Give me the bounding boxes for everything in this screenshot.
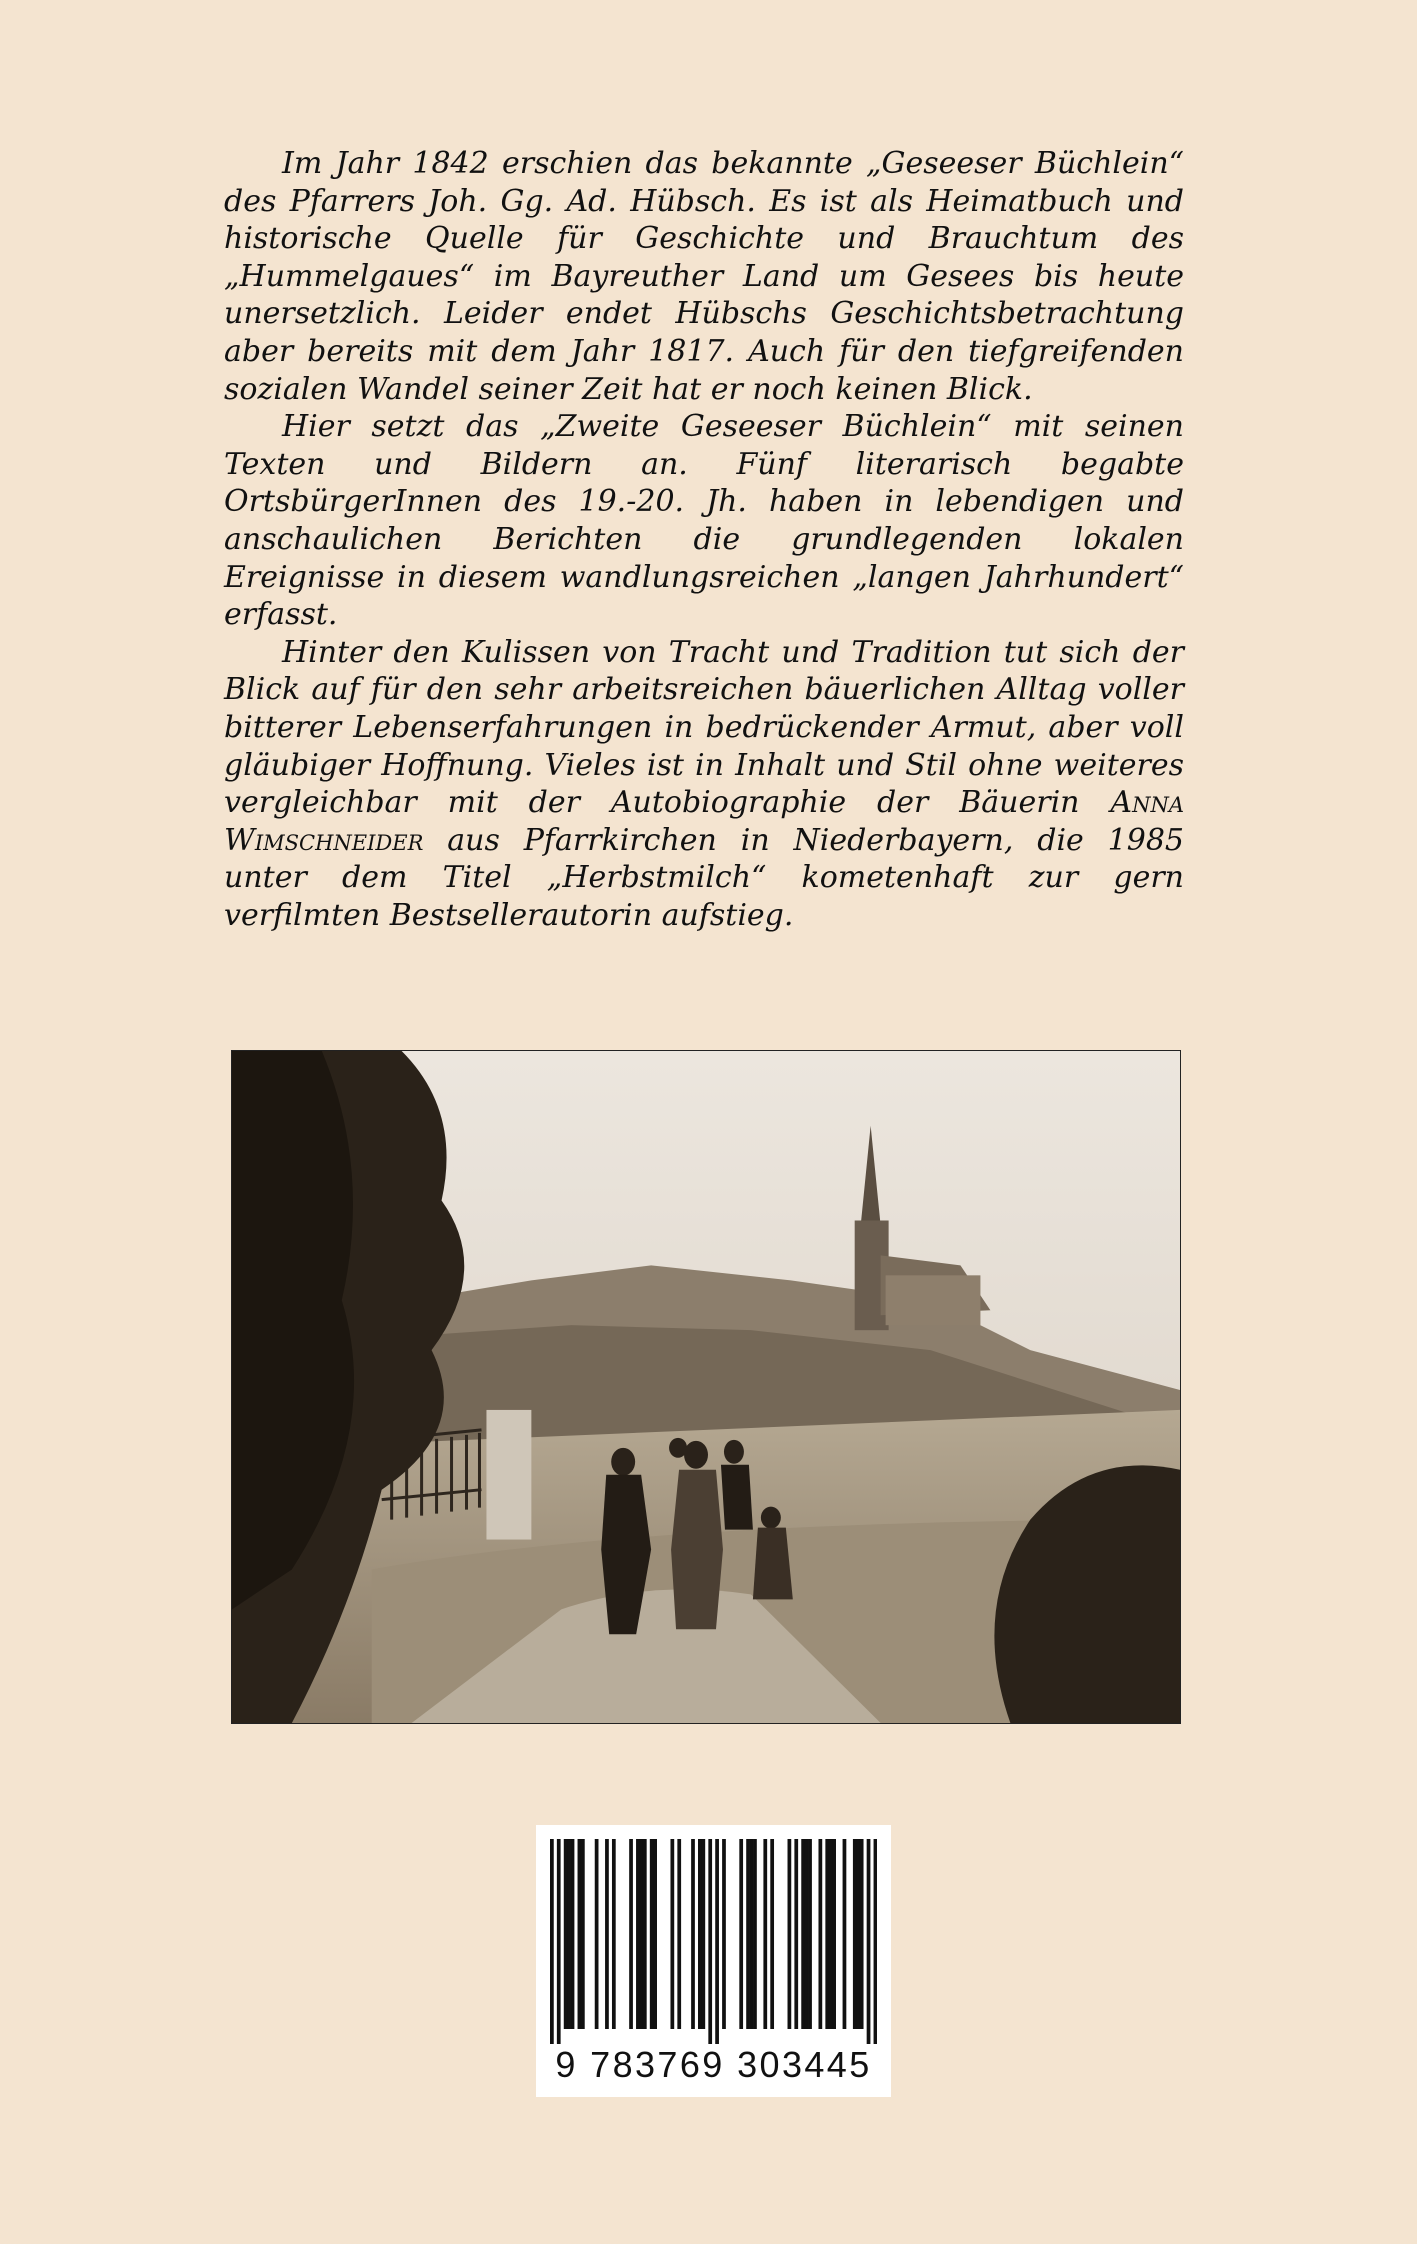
blurb-paragraph-3-end: aus Pfarrkirchen in Niederbayern, die 1985 unter dem Titel „Herbstmilch“ kometenhaft zur gern verfilmten Bestsellerautorin aufstieg. [224, 822, 1184, 933]
barcode-bar [708, 1839, 712, 2044]
barcode-bar [670, 1839, 674, 2029]
barcode-bar [794, 1839, 798, 2029]
barcode-bar [829, 1839, 833, 2029]
barcode-bar [715, 1839, 719, 2044]
barcode-bar [564, 1839, 568, 2029]
barcode-bar [571, 1839, 575, 2029]
barcode-bar [843, 1839, 847, 2029]
author-name-small-caps: Anna Wimschneider [224, 785, 1184, 858]
barcode-bar [805, 1839, 809, 2029]
barcode-bar [825, 1839, 829, 2029]
barcode-bar [808, 1839, 812, 2029]
barcode-bar [629, 1839, 633, 2029]
barcode-bar [739, 1839, 743, 2029]
barcode-bar [856, 1839, 860, 2029]
barcode-bar [832, 1839, 836, 2029]
photo-illustration [232, 1051, 1180, 1723]
barcode-bar [853, 1839, 857, 2029]
barcode-bar [874, 1839, 877, 2044]
barcode-bar [750, 1839, 754, 2029]
barcode-bar [550, 1839, 554, 2044]
barcode-bar [691, 1839, 695, 2029]
barcode-bar [722, 1839, 726, 2029]
barcode-bar [557, 1839, 561, 2044]
barcode-bar [746, 1839, 750, 2029]
barcode-bar [770, 1839, 774, 2029]
barcode-bar [639, 1839, 643, 2029]
barcode-bar [567, 1839, 571, 2029]
barcode-bar [867, 1839, 871, 2044]
barcode-bar [578, 1839, 582, 2029]
blurb-paragraph-3-start: Hinter den Kulissen von Tracht und Tradition tut sich der Blick auf für den sehr arbeitsreichen bäuerlichen Alltag voller bitterer Lebenserfahrungen in bedrückender Armut, aber voll gläubiger Hoffnung. Vieles ist in Inhalt und Stil ohne weiteres vergleichbar mit der Autobiographie der Bäuerin [224, 634, 1184, 821]
isbn-barcode [536, 1825, 891, 2097]
sepia-photograph [231, 1050, 1181, 1724]
barcode-bars [550, 1839, 877, 2044]
barcode-bar [581, 1839, 585, 2029]
barcode-bar [605, 1839, 609, 2029]
barcode-bar [788, 1839, 792, 2029]
blurb-paragraph-3 [224, 634, 1184, 935]
isbn-digits: 9 783769 303445 [555, 2044, 872, 2085]
barcode-bar [818, 1839, 822, 2029]
barcode-bar [653, 1839, 657, 2029]
barcode-bar [595, 1839, 599, 2029]
barcode-bar [650, 1839, 654, 2029]
barcode-bar [753, 1839, 757, 2029]
barcode-bar [698, 1839, 702, 2029]
blurb-paragraph-2: Hier setzt das „Zweite Geseeser Büchlein“ mit seinen Texten und Bildern an. Fünf literarisch begabte OrtsbürgerInnen des 19.-20. Jh. haben in lebendigen und anschaulichen Berichten die grundlegenden lokalen Ereignisse in diesem wandlungsreichen „langen Jahrhundert“ erfasst. [224, 409, 1184, 633]
back-cover-blurb [224, 145, 1184, 934]
barcode-bar [612, 1839, 616, 2029]
barcode-bar [643, 1839, 647, 2029]
barcode-bar [763, 1839, 767, 2029]
barcode-bar [801, 1839, 805, 2029]
barcode-bar [636, 1839, 640, 2029]
barcode-bar [677, 1839, 681, 2029]
blurb-paragraph-1: Im Jahr 1842 erschien das bekannte „Geseeser Büchlein“ des Pfarrers Joh. Gg. Ad. Hübsch. Es ist als Heimatbuch und historische Quelle für Geschichte und Brauchtum des „Hummelgaues“ im Bayreuther Land um Gesees bis heute unersetzlich. Leider endet Hübschs Geschichtsbetrachtung aber bereits mit dem Jahr 1817. Auch für den tiefgreifenden sozialen Wandel seiner Zeit hat er noch keinen Blick. [224, 146, 1184, 407]
barcode-bar [860, 1839, 864, 2029]
barcode-bar [701, 1839, 705, 2029]
